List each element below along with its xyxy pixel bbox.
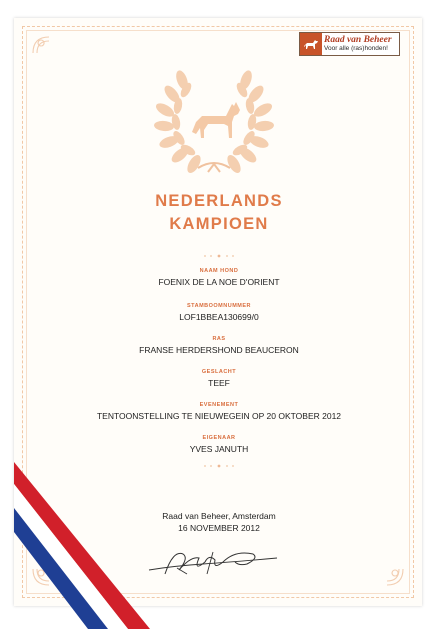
value-breed: FRANSE HERDERSHOND BEAUCERON [139,345,299,355]
corner-ornament-top-left-icon [30,34,52,56]
label-breed: RAS [212,336,226,342]
raad-van-beheer-logo [299,32,400,56]
label-sex: GESLACHT [201,369,237,375]
label-event: EVENEMENT [199,402,239,408]
value-pedigree-number: LOF1BBEA130699/0 [179,312,259,322]
dutch-flag-ribbon-icon [0,462,160,629]
value-dog-name: FOENIX DE LA NOE D'ORIENT [158,277,280,287]
value-sex: TEEF [208,378,230,388]
handwritten-signature-icon [143,544,283,580]
dog-logo-icon [300,33,322,55]
logo-subtitle: Voor alle (ras)honden! [324,45,388,52]
divider-ornament-icon [199,464,239,468]
dog-laurel-wreath-icon [152,60,276,178]
issuer-place: Raad van Beheer, Amsterdam [162,511,276,521]
label-pedigree-number: STAMBOOMNUMMER [186,303,252,309]
issue-date: 16 NOVEMBER 2012 [178,523,260,533]
certificate-title-line1: NEDERLANDS [155,192,283,210]
certificate-title-line2: KAMPIOEN [169,215,269,233]
corner-ornament-bottom-right-icon [384,566,406,588]
value-event: TENTOONSTELLING TE NIEUWEGEIN OP 20 OKTOBER 2012 [96,411,342,421]
divider-ornament-icon [199,254,239,258]
value-owner: YVES JANUTH [189,444,249,454]
logo-title: Raad van Beheer [324,34,392,45]
label-owner: EIGENAAR [202,435,236,441]
label-dog-name: NAAM HOND [199,268,239,274]
